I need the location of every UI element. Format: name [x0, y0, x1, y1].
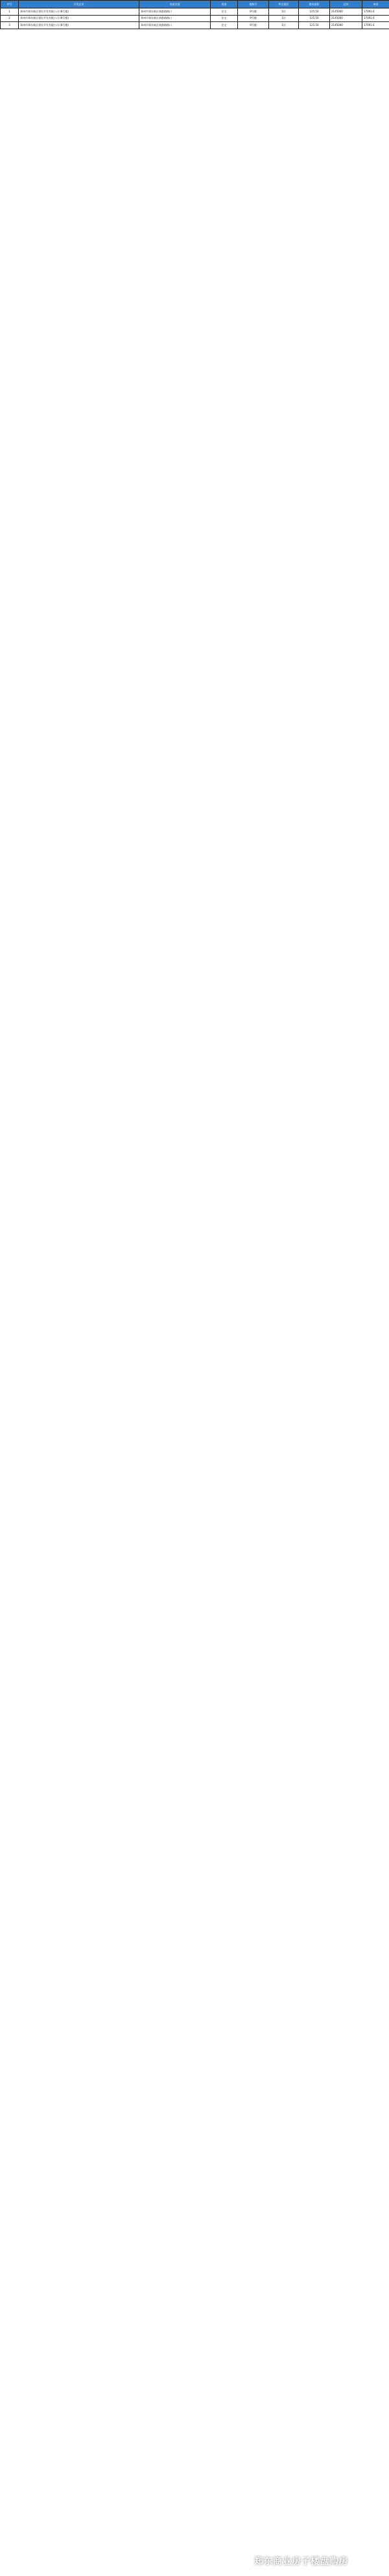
listing-table	[0, 0, 389, 29]
header-index: 序号	[1, 1, 19, 8]
cell-location: 郑州市郑东新区商都路路口	[139, 15, 211, 22]
cell-use: 住宅	[211, 8, 238, 16]
table-header-row	[1, 1, 389, 8]
cell-floor: 1层	[269, 8, 299, 16]
cell-location: 郑州市郑东新区商都路路口	[139, 8, 211, 16]
cell-use: 住宅	[211, 22, 238, 29]
listing-sheet	[0, 0, 389, 29]
cell-building: 9号楼	[238, 8, 269, 16]
table-row	[1, 15, 389, 22]
cell-unit-price: 17091.6	[362, 22, 389, 29]
header-total-price: 总价	[330, 1, 362, 8]
cell-company: 郑州市郑东新区建设开发有限公司 (8号楼)	[19, 15, 139, 22]
header-use: 用途	[211, 1, 238, 8]
cell-building: 9号楼	[238, 15, 269, 22]
cell-area: 125.50	[299, 22, 330, 29]
cell-company: 郑州市郑东新区建设开发有限公司 (8号楼)	[19, 22, 139, 29]
cell-use: 住宅	[211, 15, 238, 22]
cell-unit-price: 17091.6	[362, 8, 389, 16]
header-company: 开发企业	[19, 1, 139, 8]
cell-unit-price: 17091.6	[362, 15, 389, 22]
header-location: 房屋坐落	[139, 1, 211, 8]
cell-area: 125.50	[299, 8, 330, 16]
cell-total-price: 2145000	[330, 15, 362, 22]
cell-company: 郑州市郑东新区建设开发有限公司 (8号楼)	[19, 8, 139, 16]
watermark-text: 郑东商业房子楼盘购房	[254, 2557, 348, 2567]
cell-index: 3	[1, 22, 19, 29]
cell-area: 125.50	[299, 15, 330, 22]
cell-total-price: 2145000	[330, 22, 362, 29]
table-row	[1, 8, 389, 16]
cell-floor: 1层	[269, 22, 299, 29]
cell-location: 郑州市郑东新区商都路路口	[139, 22, 211, 29]
cell-index: 2	[1, 15, 19, 22]
header-unit-price: 单价	[362, 1, 389, 8]
cell-index: 1	[1, 8, 19, 16]
table-row	[1, 22, 389, 29]
table-body	[1, 8, 389, 29]
header-area: 建筑面积	[299, 1, 330, 8]
cell-building: 9号楼	[238, 22, 269, 29]
cell-total-price: 2145000	[330, 8, 362, 16]
header-floor: 所在楼层	[269, 1, 299, 8]
cell-floor: 1层	[269, 15, 299, 22]
header-building: 楼栋号	[238, 1, 269, 8]
